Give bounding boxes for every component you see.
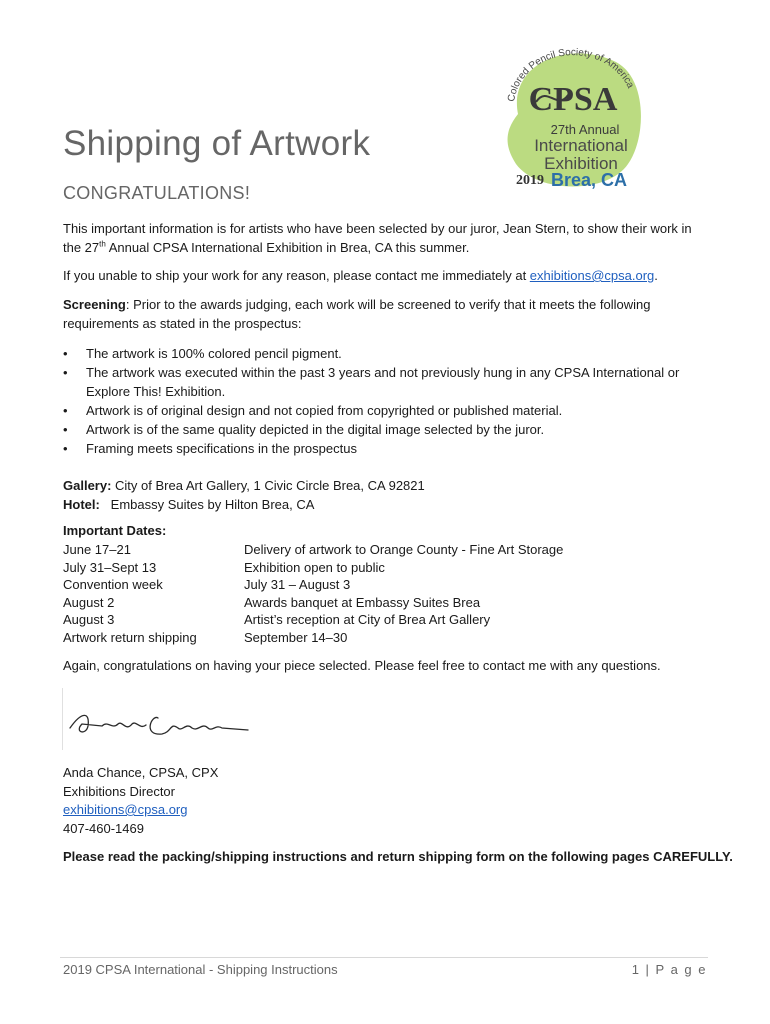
logo-arc-text: Colored Pencil Society of America: [506, 47, 636, 103]
table-row: Artwork return shipping September 14–30: [63, 629, 348, 645]
subtitle: CONGRATULATIONS!: [63, 183, 251, 203]
email-link[interactable]: exhibitions@cpsa.org: [529, 268, 655, 283]
logo-annual: 27th Annual: [550, 122, 620, 137]
list-item: • Artwork is of original design and not copied from copyrighted or published material.: [63, 401, 703, 420]
hotel-line: Hotel: Embassy Suites by Hilton Brea, CA: [63, 497, 315, 512]
page-number: 1 | P a g e: [631, 962, 707, 977]
list-item: • The artwork is 100% colored pencil pigment.: [63, 344, 703, 363]
list-item: • Artwork is of the same quality depicted in the digital image selected by the juror.: [63, 420, 703, 439]
screening-label: Screening: [63, 297, 126, 312]
table-row: Convention week July 31 – August 3: [63, 577, 351, 592]
dates-table: [63, 541, 563, 646]
signer-role: Exhibitions Director: [63, 783, 175, 799]
table-row: August 2 Awards banquet at Embassy Suites Brea: [63, 594, 481, 610]
signer-block: [63, 764, 218, 838]
requirements-list: [63, 344, 703, 458]
screening-paragraph: Screening: Prior to the awards judging, each work will be screened to verify that it meets the following requirements as stated in the prospectus:: [63, 297, 651, 331]
logo-mark: CPSA: [528, 81, 618, 118]
table-row: July 31–Sept 13 Exhibition open to public: [63, 559, 385, 575]
logo-international: International: [534, 136, 628, 155]
cpsa-logo: [498, 44, 648, 204]
signer-phone: 407-460-1469: [63, 820, 144, 836]
closing-paragraph: Again, congratulations on having your piece selected. Please feel free to contact me with any questions.: [63, 658, 661, 673]
gallery-line: Gallery: City of Brea Art Gallery, 1 Civic Circle Brea, CA 92821: [63, 478, 425, 493]
final-note: Please read the packing/shipping instructions and return shipping form on the following pages CAREFULLY.: [63, 849, 733, 864]
contact-paragraph: If you unable to ship your work for any reason, please contact me immediately at exhibitions@cpsa.org.: [63, 268, 658, 283]
footer-divider: [60, 957, 708, 958]
page-title: Shipping of Artwork: [63, 124, 371, 163]
logo-year: 2019: [516, 173, 544, 188]
list-item: • The artwork was executed within the past 3 years and not previously hung in any CPSA International or Explore This! Exhibition.: [63, 363, 703, 401]
logo-city: Brea, CA: [551, 170, 628, 190]
table-row: August 3 Artist’s reception at City of Brea Art Gallery: [63, 612, 491, 627]
dates-title: Important Dates:: [63, 523, 167, 538]
list-item: • Framing meets specifications in the prospectus: [63, 439, 703, 458]
footer-title: 2019 CPSA International - Shipping Instructions: [63, 962, 338, 977]
signer-email-link[interactable]: exhibitions@cpsa.org: [63, 802, 188, 817]
signer-name: Anda Chance, CPSA, CPX: [63, 765, 219, 780]
venue-info: [63, 476, 703, 514]
logo-exhibition: Exhibition: [544, 154, 618, 173]
table-row: June 17–21 Delivery of artwork to Orange County - Fine Art Storage: [63, 542, 564, 557]
intro-paragraph: This important information is for artists who have been selected by our juror, Jean Stern, to show their work in the 27th Annual CPSA International Exhibition in Brea, CA this summer.: [63, 221, 692, 255]
signature: [62, 706, 252, 746]
